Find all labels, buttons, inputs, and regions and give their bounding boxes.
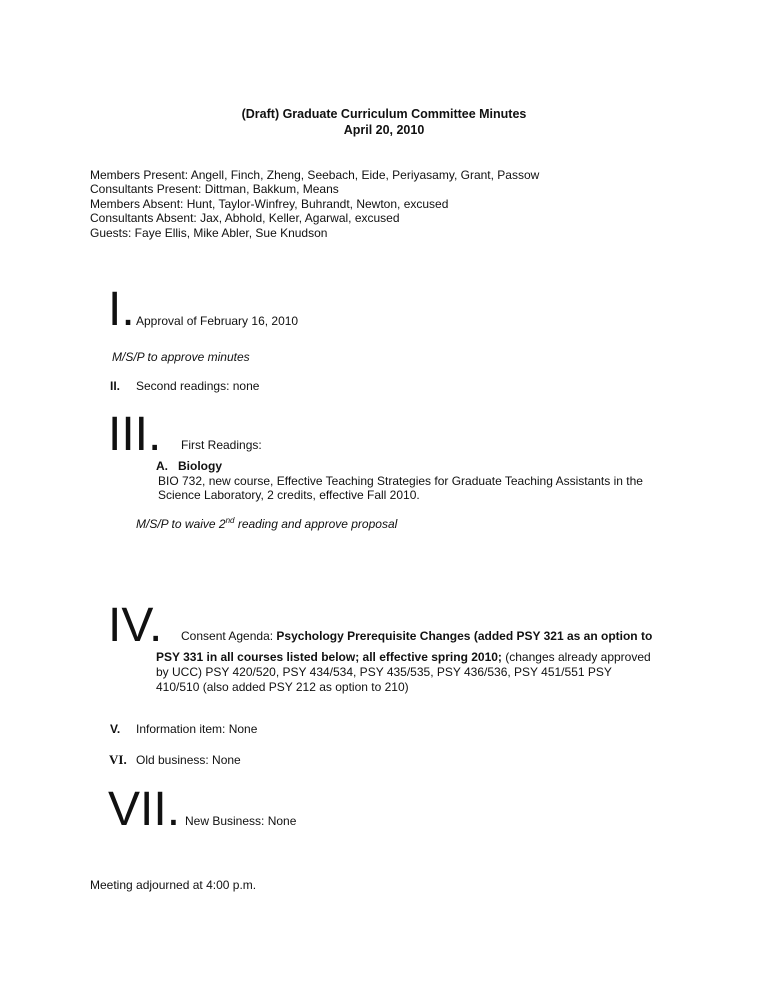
consultants-absent: Consultants Absent: Jax, Abhold, Keller, Agarwal, excused <box>90 211 400 225</box>
item-1-text: Approval of February 16, 2010 <box>136 314 299 328</box>
item-5-text: Information item: None <box>136 722 258 736</box>
item-6-text: Old business: None <box>136 753 241 767</box>
item-3-motion-sup: nd <box>225 516 235 525</box>
item-3-text: First Readings: <box>181 438 262 452</box>
meeting-date: April 20, 2010 <box>343 123 425 137</box>
item-4-label: Consent Agenda: <box>181 629 277 643</box>
item-4-bold-line-1: Psychology Prerequisite Changes (added PSY 321 as an option to <box>276 629 653 643</box>
members-present: Members Present: Angell, Finch, Zheng, Seebach, Eide, Periyasamy, Grant, Passow <box>90 168 540 182</box>
item-4-line-3: by UCC) PSY 420/520, PSY 434/534, PSY 435/535, PSY 436/536, PSY 451/551 PSY <box>156 665 612 679</box>
item-7-numeral: VII. <box>108 783 181 836</box>
item-4-line-2 <box>156 650 651 664</box>
item-3-sub-title: Biology <box>178 459 222 473</box>
consultants-present: Consultants Present: Dittman, Bakkum, Means <box>90 182 339 196</box>
item-3-motion-pre: M/S/P to waive 2 <box>136 517 226 531</box>
item-4-normal-line-2: (changes already approved <box>505 650 651 664</box>
item-3-motion-post: reading and approve proposal <box>234 517 398 531</box>
members-absent: Members Absent: Hunt, Taylor-Winfrey, Buhrandt, Newton, excused <box>90 197 449 211</box>
item-4-line-1 <box>181 629 652 643</box>
guests: Guests: Faye Ellis, Mike Abler, Sue Knudson <box>90 226 328 240</box>
item-1-numeral: I. <box>108 283 135 336</box>
item-6-numeral: VI. <box>109 752 127 767</box>
item-1-motion: M/S/P to approve minutes <box>112 350 250 364</box>
item-3-course-line-2: Science Laboratory, 2 credits, effective Fall 2010. <box>158 488 420 502</box>
item-5-numeral: V. <box>110 722 121 736</box>
item-3-numeral: III. <box>108 408 162 461</box>
item-2-text: Second readings: none <box>136 379 260 393</box>
item-2-numeral: II. <box>110 379 121 393</box>
item-7-text: New Business: None <box>185 814 297 828</box>
item-4-line-4: 410/510 (also added PSY 212 as option to 210) <box>156 680 409 694</box>
document-title: (Draft) Graduate Curriculum Committee Minutes <box>241 107 527 121</box>
item-3-motion <box>136 517 397 531</box>
closing-line: Meeting adjourned at 4:00 p.m. <box>90 878 257 892</box>
item-3-course-line-1: BIO 732, new course, Effective Teaching Strategies for Graduate Teaching Assistants in the <box>158 474 643 488</box>
item-4-numeral: IV. <box>108 599 163 652</box>
item-4-bold-line-2: PSY 331 in all courses listed below; all effective spring 2010; <box>156 650 506 664</box>
item-3-sub-label: A. <box>156 459 168 473</box>
